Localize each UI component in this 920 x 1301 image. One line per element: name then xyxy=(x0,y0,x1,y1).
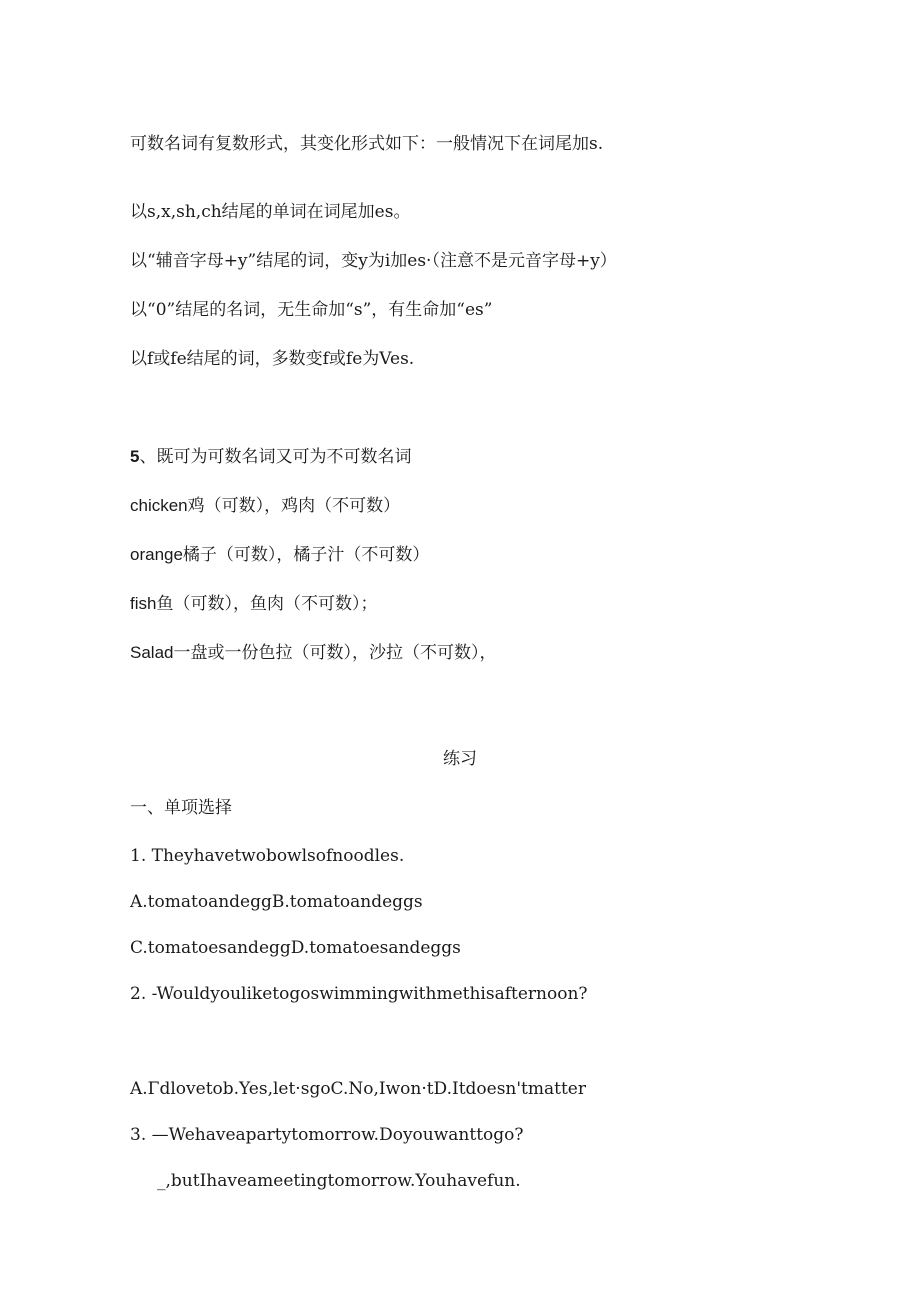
rule-consonant-y: 以“辅音字母+y”结尾的词，变y为i加es·（注意不是元音字母+y） xyxy=(130,251,617,271)
rule-s-x-sh-ch: 以s,x,sh,ch结尾的单词在词尾加es。 xyxy=(130,202,411,222)
rule-o-ending: 以“0”结尾的名词，无生命加“s”，有生命加“es” xyxy=(130,300,493,320)
question-1-options-cd: C.tomatoesandeggD.tomatoesandeggs xyxy=(130,938,461,958)
rule-f-fe: 以f或fe结尾的词，多数变f或fe为Ves. xyxy=(130,349,415,369)
question-3-reply: _,butIhaveameetingtomorrow.Youhavefun. xyxy=(157,1171,521,1191)
section-heading xyxy=(130,446,411,468)
noun-item-fish: fish鱼（可数），鱼肉（不可数）； xyxy=(130,594,378,613)
question-2-options: A.Γdlovetob.Yes,let·sgoC.No,Iwon·tD.Itdoesn'tmatter xyxy=(130,1079,586,1099)
rule-general: 可数名词有复数形式，其变化形式如下：一般情况下在词尾加s. xyxy=(130,134,604,154)
noun-item-orange: orange橘子（可数），橘子汁（不可数） xyxy=(130,545,430,564)
section-heading-text: 、既可为可数名词又可为不可数名词 xyxy=(139,447,412,467)
question-1: 1. Theyhavetwobowlsofnoodles. xyxy=(130,846,405,866)
exercise-title: 练习 xyxy=(443,749,477,769)
question-2: 2. -Wouldyouliketogoswimmingwithmethisafternoon? xyxy=(130,984,588,1004)
exercise-part-heading: 一、单项选择 xyxy=(130,798,232,818)
question-3: 3. —Wehaveapartytomorrow.Doyouwanttogo? xyxy=(130,1125,524,1145)
noun-item-salad: Salad一盘或一份色拉（可数），沙拉（不可数）， xyxy=(130,643,497,662)
noun-item-chicken: chicken鸡（可数），鸡肉（不可数） xyxy=(130,496,401,515)
question-1-options-ab: A.tomatoandeggB.tomatoandeggs xyxy=(130,892,423,912)
section-number: 5 xyxy=(130,447,140,466)
